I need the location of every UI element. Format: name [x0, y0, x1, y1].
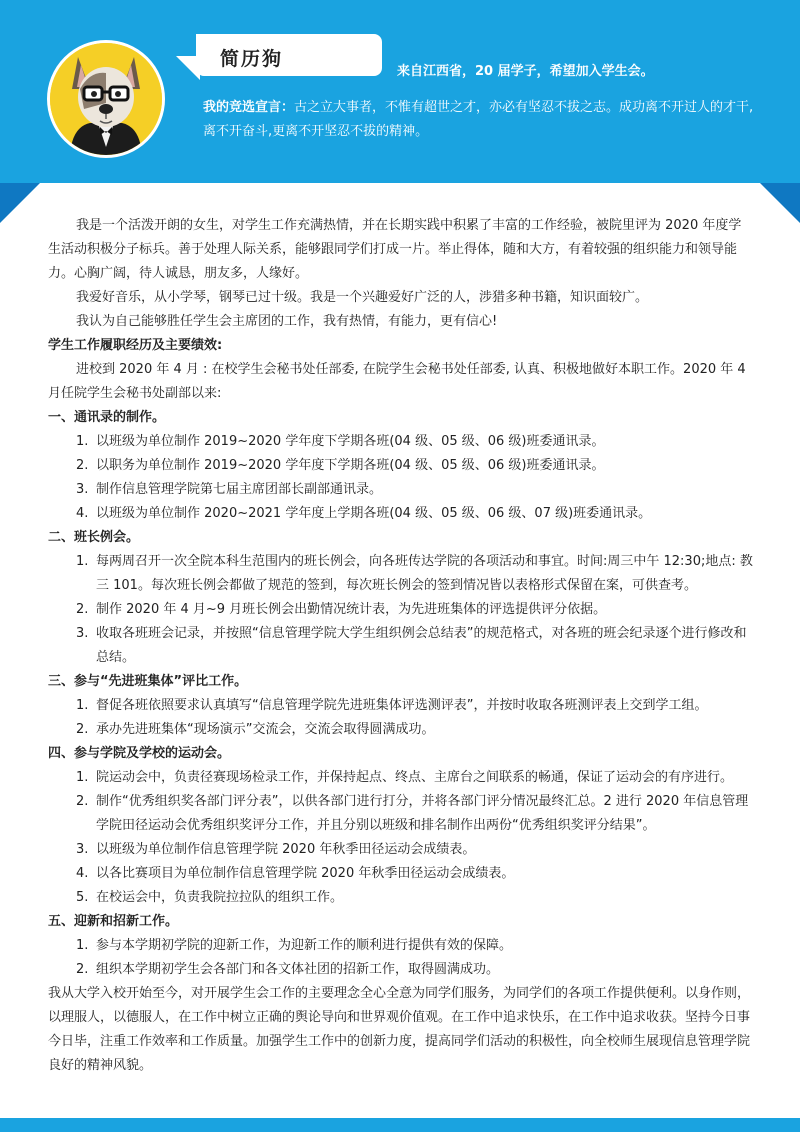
item-text: 以各比赛项目为单位制作信息管理学院 2020 年秋季田径运动会成绩表。 — [96, 866, 515, 881]
section-title: 四、参与学院及学校的运动会。 — [48, 746, 231, 761]
item-number: 1. — [76, 770, 89, 785]
section-list — [48, 430, 754, 526]
item-text: 组织本学期初学生会各部门和各文体社团的招新工作，取得圆满成功。 — [96, 962, 500, 977]
item-number: 2. — [76, 458, 89, 473]
intro-paragraph: 我认为自己能够胜任学生会主席团的工作，我有热情，有能力，更有信心! — [76, 314, 498, 329]
item-text: 以班级为单位制作 2019~2020 学年度下学期各班(04 级、05 级、06 级)班委通讯录。 — [96, 434, 605, 449]
item-text: 制作“优秀组织奖各部门评分表”，以供各部门进行打分，并将各部门评分情况最终汇总。2 进行 2020 年信息管理学院田径运动会优秀组织奖评分工作，并且分别以班级和排名制作出两份“优秀组织奖评分结果”。 — [96, 794, 749, 833]
item-text: 每两周召开一次全院本科生范围内的班长例会，向各班传达学院的各项活动和事宜。时间:周三中午 12:30;地点: 教三 101。每次班长例会都做了规范的签到，每次班长例会的签到情况皆以表格形式保留在案，可供查考。 — [96, 554, 753, 593]
list-item — [48, 790, 754, 838]
item-number: 4. — [76, 506, 89, 521]
experience-intro: 进校到 2020 年 4 月 : 在校学生会秘书处任部委, 在院学生会秘书处任部委, 认真、积极地做好本职工作。2020 年 4 月任院学生会秘书处副部以来: — [48, 362, 746, 401]
header-corner-right — [760, 183, 800, 223]
item-text: 以班级为单位制作信息管理学院 2020 年秋季田径运动会成绩表。 — [96, 842, 476, 857]
conclusion-paragraph: 我从大学入校开始至今，对开展学生会工作的主要理念全心全意为同学们服务，为同学们的各项工作提供便利。以身作则，以理服人，以德服人，在工作中树立正确的舆论导向和世界观价值观。在工作中追求快乐，在工作中追求收获。坚持今日事今日毕，注重工作效率和工作质量。加强学生工作中的创新力度，提高同学们活动的积极性，向全校师生展现信息管理学院良好的精神风貌。 — [48, 986, 751, 1073]
item-text: 院运动会中，负责径赛现场检录工作，并保持起点、终点、主席台之间联系的畅通，保证了运动会的有序进行。 — [96, 770, 734, 785]
list-item — [48, 958, 754, 982]
dog-portrait-icon — [50, 43, 162, 155]
section-list — [48, 934, 754, 982]
list-item — [48, 718, 754, 742]
item-text: 参与本学期初学院的迎新工作，为迎新工作的顺利进行提供有效的保障。 — [96, 938, 513, 953]
list-item — [48, 694, 754, 718]
item-text: 承办先进班集体“现场演示”交流会，交流会取得圆满成功。 — [96, 722, 435, 737]
item-number: 1. — [76, 554, 89, 569]
list-item — [48, 430, 754, 454]
candidate-tagline: 来自江西省，20 届学子，希望加入学生会。 — [397, 64, 654, 79]
item-number: 2. — [76, 794, 89, 809]
header-corner-left — [0, 183, 40, 223]
list-item — [48, 478, 754, 502]
item-text: 制作 2020 年 4 月~9 月班长例会出勤情况统计表，为先进班集体的评选提供评分依据。 — [96, 602, 607, 617]
list-item — [48, 502, 754, 526]
resume-content — [48, 214, 754, 1078]
section-title: 一、通讯录的制作。 — [48, 410, 166, 425]
list-item — [48, 886, 754, 910]
item-text: 制作信息管理学院第七届主席团部长副部通讯录。 — [96, 482, 383, 497]
item-number: 1. — [76, 938, 89, 953]
item-number: 3. — [76, 842, 89, 857]
item-text: 以职务为单位制作 2019~2020 学年度下学期各班(04 级、05 级、06 级)班委通讯录。 — [96, 458, 605, 473]
list-item — [48, 766, 754, 790]
item-number: 3. — [76, 482, 89, 497]
item-text: 督促各班依照要求认真填写“信息管理学院先进班集体评选测评表”，并按时收取各班测评表上交到学工组。 — [96, 698, 708, 713]
declaration-label: 我的竞选宣言： — [203, 100, 295, 115]
item-number: 1. — [76, 434, 89, 449]
avatar — [47, 40, 165, 158]
list-item — [48, 934, 754, 958]
declaration-text: 古之立大事者，不惟有超世之才，亦必有坚忍不拔之志。成功离不开过人的才干,离不开奋斗,更离不开坚忍不拔的精神。 — [203, 100, 754, 139]
intro-paragraph: 我爱好音乐，从小学琴，钢琴已过十级。我是一个兴趣爱好广泛的人，涉猎多种书籍，知识面较广。 — [76, 290, 649, 305]
item-number: 1. — [76, 698, 89, 713]
item-number: 4. — [76, 866, 89, 881]
item-number: 2. — [76, 722, 89, 737]
item-number: 3. — [76, 626, 89, 641]
item-number: 2. — [76, 602, 89, 617]
list-item — [48, 622, 754, 670]
intro-paragraph: 我是一个活泼开朗的女生，对学生工作充满热情，并在长期实践中积累了丰富的工作经验，被院里评为 2020 年度学生活动积极分子标兵。善于处理人际关系，能够跟同学们打成一片。举止得体，随和大方，有着较强的组织能力和领导能力。心胸广阔，待人诚恳，朋友多，人缘好。 — [48, 218, 742, 281]
footer-bar — [0, 1118, 800, 1132]
section-list — [48, 766, 754, 910]
item-text: 收取各班班会记录，并按照“信息管理学院大学生组织例会总结表”的规范格式，对各班的班会纪录逐个进行修改和总结。 — [96, 626, 747, 665]
list-item — [48, 838, 754, 862]
item-number: 2. — [76, 962, 89, 977]
section-list — [48, 550, 754, 670]
item-text: 以班级为单位制作 2020~2021 学年度上学期各班(04 级、05 级、06 级、07 级)班委通讯录。 — [96, 506, 652, 521]
section-title: 二、班长例会。 — [48, 530, 140, 545]
list-item — [48, 862, 754, 886]
experience-heading: 学生工作履职经历及主要绩效: — [48, 338, 223, 353]
list-item — [48, 598, 754, 622]
list-item — [48, 454, 754, 478]
list-item — [48, 550, 754, 598]
campaign-declaration — [203, 96, 758, 144]
item-number: 5. — [76, 890, 89, 905]
item-text: 在校运会中，负责我院拉拉队的组织工作。 — [96, 890, 344, 905]
candidate-name: 简历狗 — [220, 48, 284, 70]
section-title: 三、参与“先进班集体”评比工作。 — [48, 674, 248, 689]
section-title: 五、迎新和招新工作。 — [48, 914, 179, 929]
section-list — [48, 694, 754, 742]
